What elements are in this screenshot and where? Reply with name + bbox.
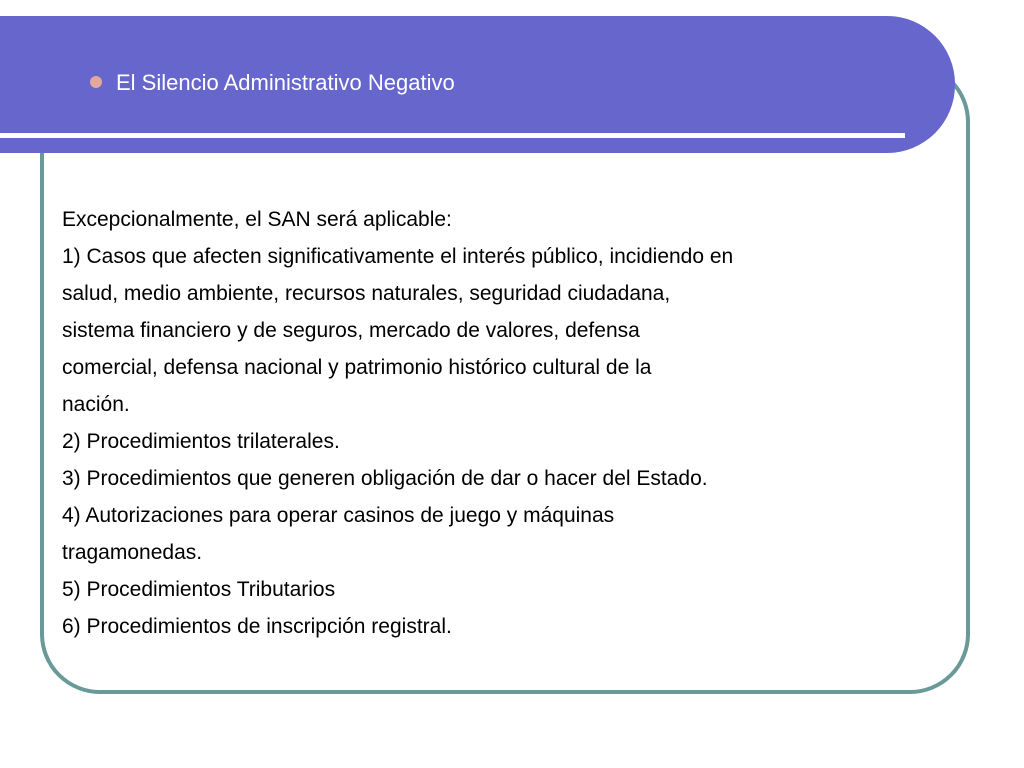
body-line: 4) Autorizaciones para operar casinos de juego y máquinas xyxy=(62,504,615,527)
bullet-dot-icon xyxy=(90,76,102,88)
body-line: Excepcionalmente, el SAN será aplicable: xyxy=(62,208,452,231)
slide-body xyxy=(62,201,922,645)
body-line: 2) Procedimientos trilaterales. xyxy=(62,430,340,453)
body-line: salud, medio ambiente, recursos naturales, seguridad ciudadana, xyxy=(62,282,671,305)
body-line: comercial, defensa nacional y patrimonio histórico cultural de la xyxy=(62,356,652,379)
body-line: nación. xyxy=(62,393,130,416)
title-divider xyxy=(0,133,905,138)
body-line: tragamonedas. xyxy=(62,541,203,564)
slide-title: El Silencio Administrativo Negativo xyxy=(116,70,455,95)
body-line: 6) Procedimientos de inscripción registral. xyxy=(62,615,452,638)
body-line: sistema financiero y de seguros, mercado de valores, defensa xyxy=(62,319,640,342)
body-line: 5) Procedimientos Tributarios xyxy=(62,578,336,601)
body-line: 3) Procedimientos que generen obligación de dar o hacer del Estado. xyxy=(62,467,708,490)
body-line: 1) Casos que afecten significativamente el interés público, incidiendo en xyxy=(62,245,734,268)
